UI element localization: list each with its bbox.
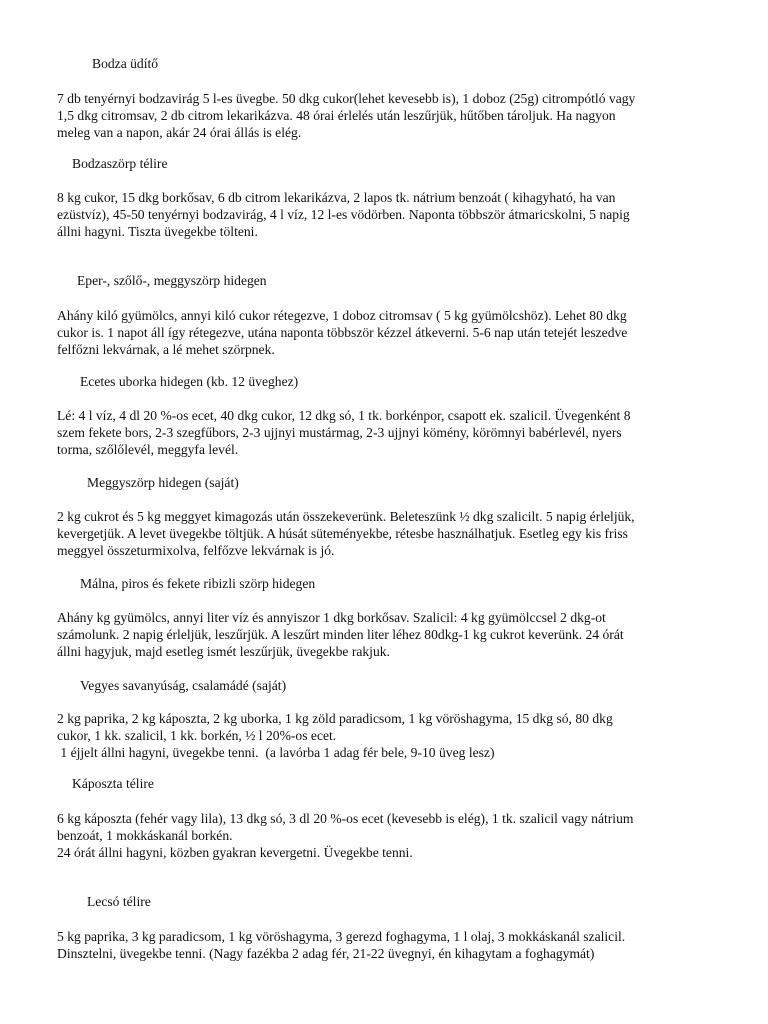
recipe-body-meggyszorp [57, 508, 747, 559]
recipe-line: állni hagyni. Tiszta üvegekbe tölteni. [57, 224, 258, 239]
recipe-title-meggyszorp: Meggyszörp hidegen (saját) [87, 475, 239, 490]
recipe-line: állni hagyjuk, majd esetleg ismét leszűrjük, üvegekbe rakjuk. [57, 644, 390, 659]
recipe-line: cukor, 1 kk. szalicil, 1 kk. borkén, ½ l 20%-os ecet. [57, 728, 337, 743]
recipe-line: 7 db tenyérnyi bodzavirág 5 l-es üvegbe. 50 dkg cukor(lehet kevesebb is), 1 doboz (25g) citrompótló vagy [57, 91, 636, 106]
recipe-line: cukor is. 1 napot áll így rétegezve, utána naponta többször kézzel átkeverni. 5-6 nap után tetejét leszedve [57, 325, 628, 340]
recipe-title-lecso: Lecsó télire [87, 894, 151, 909]
recipe-line: Ahány kg gyümölcs, annyi liter víz és annyiszor 1 dkg borkősav. Szalicil: 4 kg gyümölccsel 2 dkg-ot [57, 610, 606, 625]
recipe-title-csalamade: Vegyes savanyúság, csalamádé (saját) [80, 678, 287, 693]
recipe-line: Ahány kiló gyümölcs, annyi kiló cukor rétegezve, 1 doboz citromsav ( 5 kg gyümölcshöz). Lehet 80 dkg [57, 308, 627, 323]
recipe-line: kevergetjük. A levet üvegekbe töltjük. A húsát süteményekbe, rétesbe használhatjuk. Esetleg egy kis friss [57, 526, 628, 541]
recipe-line: Lé: 4 l víz, 4 dl 20 %-os ecet, 40 dkg cukor, 12 dkg só, 1 tk. borkénpor, csapott ek. szalicil. Üvegenként 8 [57, 408, 631, 423]
recipe-line: 2 kg cukrot és 5 kg meggyet kimagozás után összekeverünk. Beleteszünk ½ dkg szalicilt. 5 napig érleljük, [57, 509, 635, 524]
recipe-line: meleg van a napon, akár 24 órai állás is elég. [57, 125, 302, 140]
recipe-line: 6 kg káposzta (fehér vagy lila), 13 dkg só, 3 dl 20 %-os ecet (kevesebb is elég), 1 tk. szalicil vagy nátrium [57, 811, 634, 826]
recipe-line: szem fekete bors, 2-3 szegfűbors, 2-3 ujjnyi mustármag, 2-3 ujjnyi kömény, körömnyi babérlevél, nyers [57, 425, 622, 440]
recipe-title-malna-ribizli: Málna, piros és fekete ribizli szörp hidegen [80, 576, 316, 591]
recipe-line: számolunk. 2 napig érleljük, leszűrjük. A leszűrt minden liter léhez 80dkg-1 kg cukrot keverünk. 24 órát [57, 627, 624, 642]
recipe-line: ezüstvíz), 45-50 tenyérnyi bodzavirág, 4 l víz, 12 l-es vödörben. Naponta többször átmaricskolni, 5 napig [57, 207, 630, 222]
recipe-line: 1,5 dkg citromsav, 2 db citrom lekarikázva. 48 órai érlelés után leszűrjük, hűtőben tároljuk. Ha nagyon [57, 108, 616, 123]
recipe-title-ecetes-uborka: Ecetes uborka hidegen (kb. 12 üveghez) [80, 374, 299, 389]
recipe-body-ecetes-uborka [57, 407, 747, 458]
recipe-line: torma, szőlőlevél, meggyfa levél. [57, 442, 239, 457]
recipe-line: 24 órát állni hagyni, közben gyakran kevergetni. Üvegekbe tenni. [57, 845, 413, 860]
recipe-body-kaposzta [57, 810, 747, 861]
recipe-title-bodzaszorp: Bodzaszörp télire [72, 156, 168, 171]
recipe-title-kaposzta: Káposzta télire [72, 776, 154, 791]
recipe-line: 1 éjjelt állni hagyni, üvegekbe tenni. (a lavórba 1 adag fér bele, 9-10 üveg lesz) [57, 745, 495, 760]
recipe-title-eper-szoszorp: Eper-, szőlő-, meggyszörp hidegen [77, 273, 267, 288]
recipe-body-eper-szoszorp [57, 307, 747, 358]
recipe-body-bodzaszorp [57, 189, 747, 240]
recipe-body-bodza-udito [57, 90, 747, 141]
recipe-line: 8 kg cukor, 15 dkg borkősav, 6 db citrom lekarikázva, 2 lapos tk. nátrium benzoát ( kihagyható, ha van [57, 190, 616, 205]
recipe-title-bodza-udito: Bodza üdítő [92, 56, 159, 71]
recipe-line: 5 kg paprika, 3 kg paradicsom, 1 kg vöröshagyma, 3 gerezd foghagyma, 1 l olaj, 3 mokkáskanál szalicil. [57, 929, 626, 944]
recipe-line: felfőzni lekvárnak, a lé mehet szörpnek. [57, 342, 275, 357]
recipe-line: benzoát, 1 mokkáskanál borkén. [57, 828, 233, 843]
recipe-line: meggyel összeturmixolva, felfőzve lekvárnak is jó. [57, 543, 335, 558]
recipe-line: Dinsztelni, üvegekbe tenni. (Nagy fazékba 2 adag fér, 21-22 üvegnyi, én kihagytam a foghagymát) [57, 946, 595, 961]
recipe-body-malna-ribizli [57, 609, 747, 660]
recipe-body-lecso [57, 928, 747, 962]
recipe-body-csalamade [57, 710, 747, 761]
recipe-line: 2 kg paprika, 2 kg káposzta, 2 kg uborka, 1 kg zöld paradicsom, 1 kg vöröshagyma, 15 dkg só, 80 dkg [57, 711, 613, 726]
